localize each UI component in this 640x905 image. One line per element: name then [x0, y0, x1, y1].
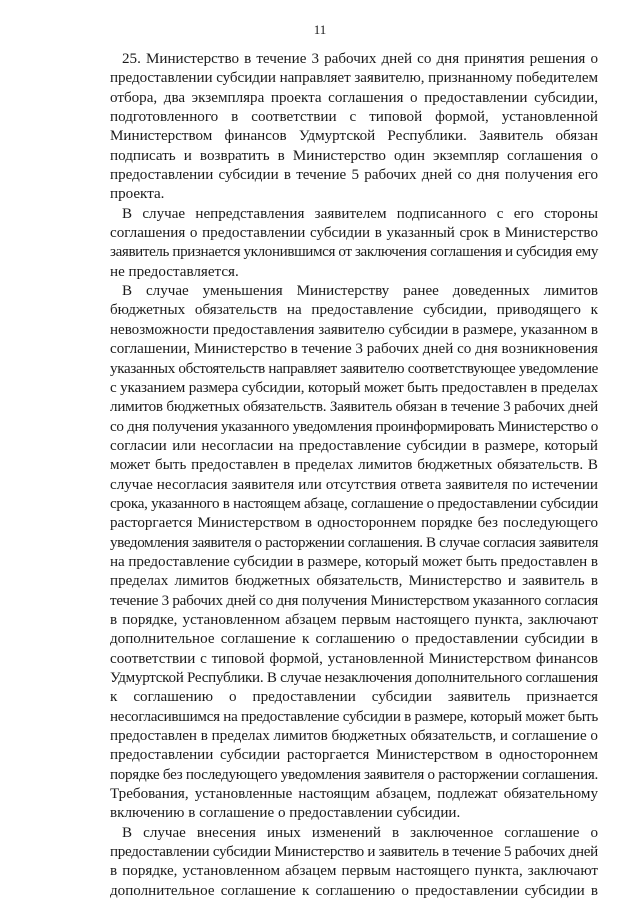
text-line: предоставлении субсидии Министерство и заявитель в течение 5 рабочих дней [110, 844, 598, 861]
paragraph [110, 824, 598, 901]
text-line: порядке без последующего уведомления заявителя о расторжении соглашения. [110, 766, 599, 783]
text-line: может быть предоставлен в пределах лимитов бюджетных обязательств. В [110, 457, 598, 474]
text-line: Удмуртской Республики. В случае незаключения дополнительного соглашения [110, 670, 598, 686]
text-line: согласии или несогласии на предоставление субсидии в размере, который [110, 437, 598, 454]
text-line: предоставлении субсидии расторгается Министерством в одностороннем [110, 747, 598, 764]
text-line: несогласившимся на предоставление субсидии в размере, который может быть [110, 708, 598, 725]
text-line: проекта. [110, 186, 165, 203]
paragraph [110, 282, 598, 824]
text-line: в порядке, установленном абзацем первым настоящего пункта, заключают [110, 863, 598, 880]
text-line: отбора, два экземпляра проекта соглашения о предоставлении субсидии, [110, 89, 598, 106]
text-line: предоставлении субсидии в течение 5 рабочих дней со дня получения его [110, 167, 598, 184]
text-line: подготовленного в соответствии с типовой формой, установленной [110, 109, 598, 126]
text-line: соглашении, Министерство в течение 3 рабочих дней со дня возникновения [110, 341, 598, 358]
text-line: предоставлении субсидии направляет заявителю, признанному победителем [110, 70, 598, 87]
page-number: 11 [313, 22, 327, 37]
text-line: бюджетных обязательств на предоставление субсидии, приводящего к [110, 302, 598, 319]
text-line: течение 3 рабочих дней со дня получения Министерством указанного согласия [110, 592, 598, 609]
text-line: к соглашению о предоставлении субсидии заявитель признается [110, 689, 598, 706]
text-line: соглашения о предоставлении субсидии в указанный срок в Министерство [110, 225, 598, 242]
text-line: дополнительное соглашение к соглашению о предоставлении субсидии в [110, 631, 598, 648]
text-line: В случае уменьшения Министерству ранее доведенных лимитов [122, 283, 598, 300]
text-line: в порядке, установленном абзацем первым настоящего пункта, заключают [110, 611, 598, 628]
paragraph [110, 50, 598, 205]
text-line: с указанием размера субсидии, который может быть предоставлен в пределах [110, 379, 598, 396]
text-line: уведомления заявителя о расторжении соглашения. В случае согласия заявителя [110, 534, 598, 551]
text-line: включению в соглашение о предоставлении субсидии. [110, 805, 461, 822]
text-line: расторгается Министерством в одностороннем порядке без последующего [110, 515, 598, 532]
text-line: пределах лимитов бюджетных обязательств, Министерство и заявитель в [110, 573, 598, 590]
paragraph [110, 205, 598, 282]
text-line: подписать и возвратить в Министерство один экземпляр соглашения о [110, 147, 598, 164]
text-line: Требования, установленные настоящим абзацем, подлежат обязательному [110, 786, 598, 803]
document-body [110, 50, 598, 901]
text-line: случае несогласия заявителя или отсутствия ответа заявителя по истечении [110, 476, 598, 493]
text-line: не предоставляется. [110, 263, 239, 280]
text-line: со дня получения указанного уведомления проинформировать Министерство о [110, 418, 598, 435]
text-line: дополнительное соглашение к соглашению о предоставлении субсидии в [110, 882, 598, 899]
text-line: соответствии с типовой формой, установленной Министерством финансов [110, 650, 598, 667]
text-line: 25. Министерство в течение 3 рабочих дней со дня принятия решения о [122, 51, 598, 67]
text-line: Министерством финансов Удмуртской Республики. Заявитель обязан [110, 128, 598, 145]
text-line: заявитель признается уклонившимся от заключения соглашения и субсидия ему [110, 244, 598, 261]
text-line: В случае внесения иных изменений в заключенное соглашение о [122, 824, 598, 841]
text-line: лимитов бюджетных обязательств. Заявитель обязан в течение 3 рабочих дней [110, 399, 598, 416]
text-line: на предоставление субсидии в размере, который может быть предоставлен в [110, 553, 599, 570]
text-line: срока, указанного в настоящем абзаце, соглашение о предоставлении субсидии [110, 495, 598, 512]
text-line: предоставлен в пределах лимитов бюджетных обязательств, и соглашение о [110, 728, 598, 745]
text-line: указанных обстоятельств направляет заявителю соответствующее уведомление [110, 360, 598, 377]
text-line: невозможности предоставления заявителю субсидии в размере, указанном в [110, 321, 599, 338]
text-line: В случае непредставления заявителем подписанного с его стороны [122, 205, 598, 222]
